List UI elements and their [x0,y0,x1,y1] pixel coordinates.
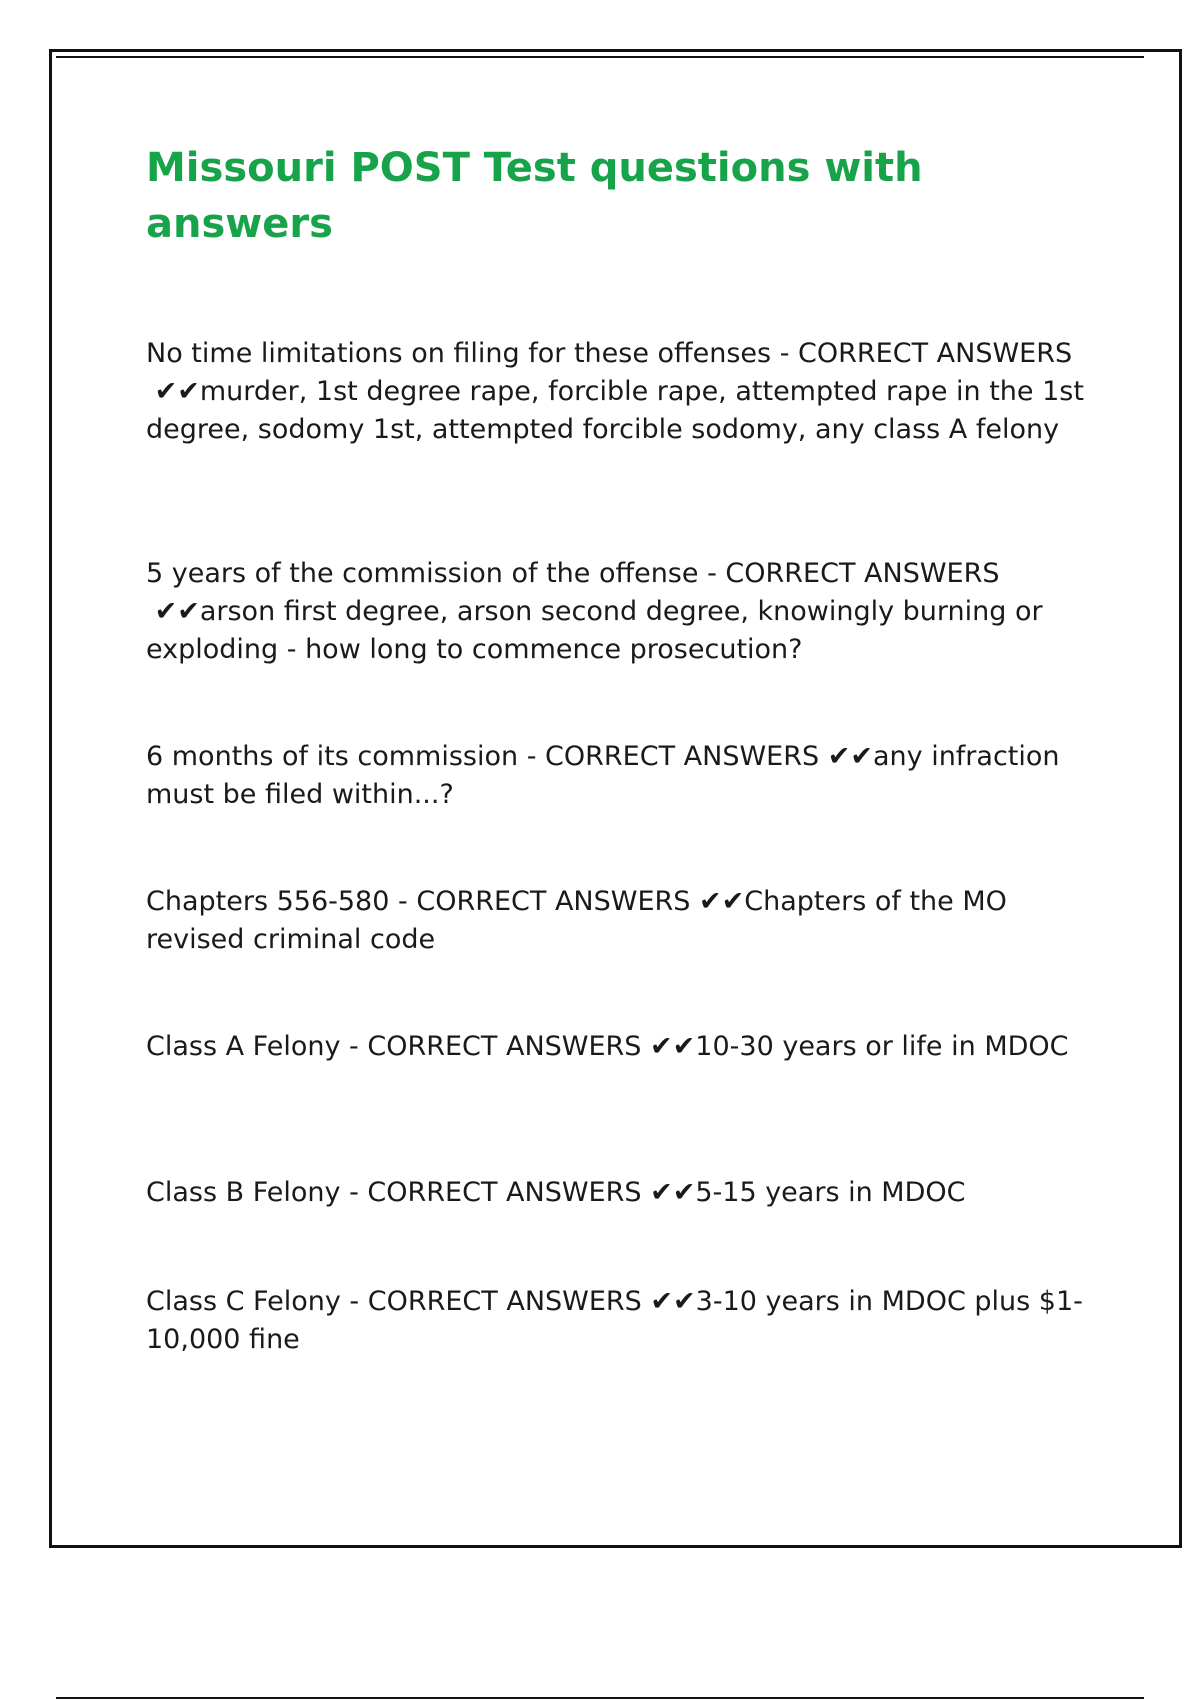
check-icon: ✔✔ [699,886,745,917]
check-icon: ✔✔ [154,376,200,407]
qa-answer: murder, 1st degree rape, forcible rape, attempted rape in the 1st degree, sodomy 1st, attempted forcible sodomy, any class A felony [146,376,1084,445]
qa-answer: arson first degree, arson second degree, knowingly burning or exploding - how long to commence prosecution? [146,596,1043,665]
answer-marker: CORRECT ANSWERS [367,1177,642,1208]
check-icon: ✔✔ [154,596,200,627]
qa-item: No time limitations on filing for these offenses - CORRECT ANSWERS ✔✔murder, 1st degree rape, forcible rape, attempted rape in the 1st degree, sodomy 1st, attempted forcible sodomy, any class A felony [146,338,1084,445]
answer-marker: CORRECT ANSWERS [367,1286,642,1317]
qa-question: Class B Felony [146,1177,341,1208]
qa-question: Chapters 556-580 [146,886,390,917]
top-rule [56,56,1144,58]
qa-answer: any infraction must be filed within...? [146,741,1060,810]
check-icon: ✔✔ [650,1286,696,1317]
answer-marker: CORRECT ANSWERS [367,1031,642,1062]
qa-item: Class C Felony - CORRECT ANSWERS ✔✔3-10 years in MDOC plus $1-10,000 fine [146,1286,1083,1355]
answer-marker: CORRECT ANSWERS [416,886,691,917]
check-icon: ✔✔ [650,1031,696,1062]
qa-answer: Chapters of the MO revised criminal code [146,886,1007,955]
qa-item: Class B Felony - CORRECT ANSWERS ✔✔5-15 years in MDOC [146,1177,966,1208]
qa-item: Chapters 556-580 - CORRECT ANSWERS ✔✔Chapters of the MO revised criminal code [146,886,1007,955]
qa-item: 6 months of its commission - CORRECT ANSWERS ✔✔any infraction must be filed within...? [146,741,1060,810]
qa-answer: 3-10 years in MDOC plus $1-10,000 fine [146,1286,1083,1355]
qa-question: 6 months of its commission [146,741,519,772]
qa-question: 5 years of the commission of the offense [146,558,699,589]
qa-item: 5 years of the commission of the offense - CORRECT ANSWERS ✔✔arson first degree, arson second degree, knowingly burning or exploding - how long to commence prosecution? [146,558,1043,665]
qa-question: Class A Felony [146,1031,341,1062]
qa-item: Class A Felony - CORRECT ANSWERS ✔✔10-30 years or life in MDOC [146,1031,1069,1062]
document-title: Missouri POST Test questions with answers [146,145,923,247]
answer-marker: CORRECT ANSWERS [725,558,1000,589]
answer-marker: CORRECT ANSWERS [545,741,820,772]
qa-answer: 5-15 years in MDOC [695,1177,966,1208]
answer-marker: CORRECT ANSWERS [798,338,1073,369]
qa-question: No time limitations on filing for these offenses [146,338,772,369]
check-icon: ✔✔ [827,741,873,772]
qa-answer: 10-30 years or life in MDOC [695,1031,1069,1062]
qa-question: Class C Felony [146,1286,341,1317]
check-icon: ✔✔ [650,1177,696,1208]
bottom-rule [56,1697,1144,1699]
